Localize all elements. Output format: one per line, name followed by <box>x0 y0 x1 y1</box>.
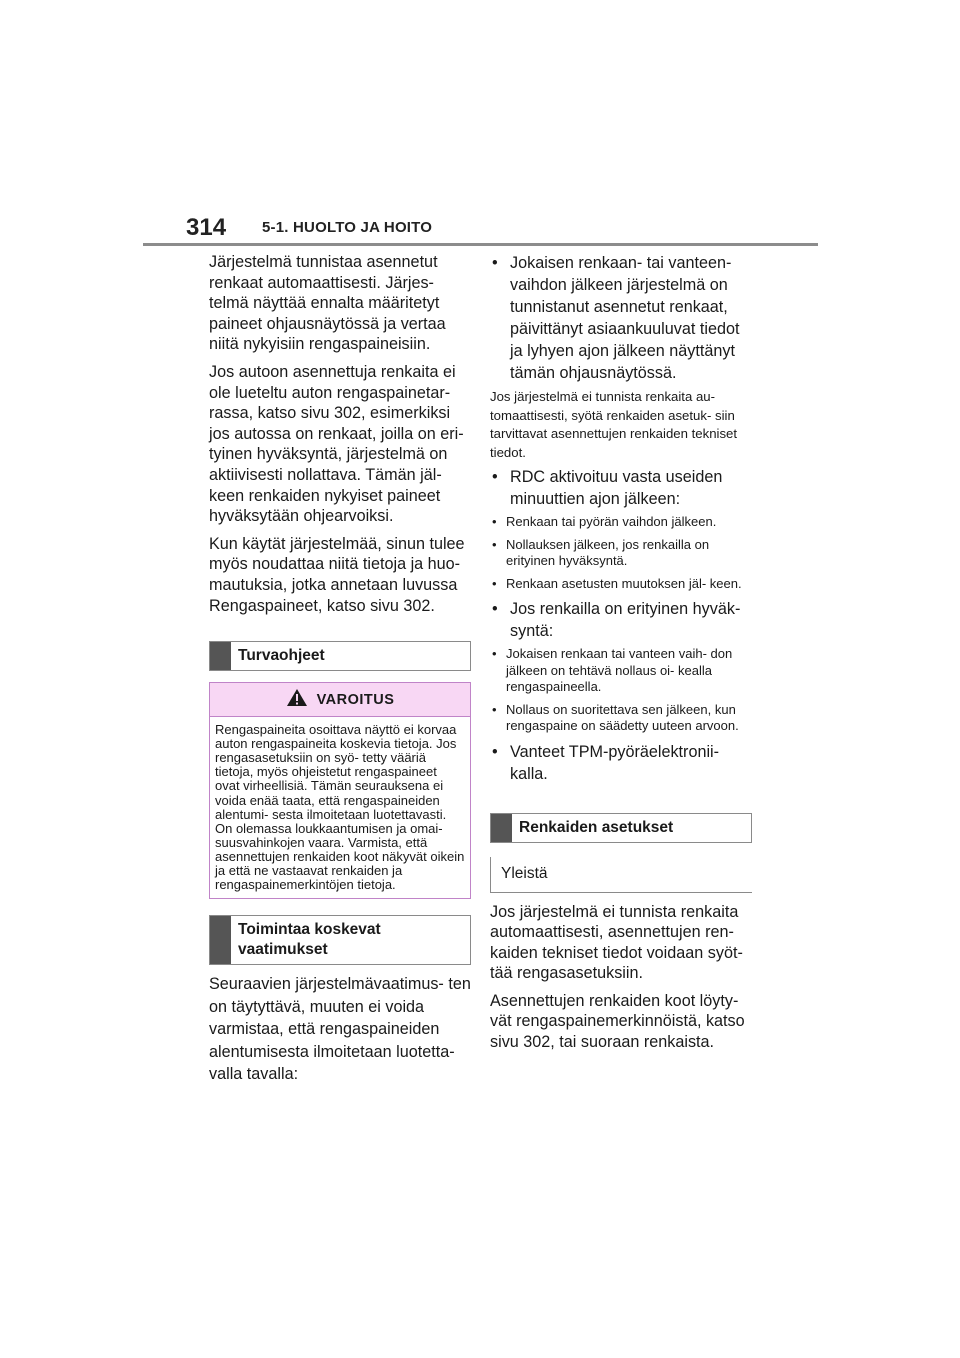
heading-marker <box>491 814 512 842</box>
sub-list-a <box>490 514 752 592</box>
tire-settings-heading-box <box>490 813 752 843</box>
list-item: • Jokaisen renkaan- tai vanteen- vaihdon jälkeen järjestelmä on tunnistanut asennetut renkaat, päivittänyt asiaankuuluvat tiedot ja lyhyen ajon jälkeen näyttänyt tämän ohjausnäytössä. <box>490 252 752 384</box>
list-item: • Vanteet TPM-pyöräelektronii- kalla. <box>490 741 752 785</box>
requirements-list-2 <box>490 466 752 510</box>
intro-paragraph: Järjestelmä tunnistaa asennetut renkaat automaattisesti. Järjes- telmä näyttää ennalta määritetyt paineet ohjausnäytössä ja vertaa niitä nykyisiin rengaspaineisiin. <box>209 253 446 354</box>
right-column <box>490 252 752 1060</box>
general-heading: Yleistä <box>501 865 548 882</box>
list-item: • Renkaan tai pyörän vaihdon jälkeen. <box>490 514 752 531</box>
requirements-paragraph: Seuraavien järjestelmävaatimus- ten on täytyttävä, muuten ei voida varmistaa, että rengaspaineiden alentumisesta ilmoitetaan luotetta- valla tavalla: <box>209 975 471 1084</box>
left-column <box>209 252 471 1093</box>
requirements-list-3 <box>490 598 752 642</box>
warning-triangle-icon <box>286 688 308 712</box>
list-item: • Jos renkailla on erityinen hyväk- syntä: <box>490 598 752 642</box>
safety-heading-box <box>209 641 471 671</box>
tire-settings-paragraph: Jos järjestelmä ei tunnista renkaita automaattisesti, asennettujen ren- kaiden tekniset tiedot voidaan syöt- tää rengasasetuksiin. <box>490 902 743 983</box>
heading-marker <box>210 642 231 670</box>
page-header <box>0 0 960 250</box>
note-paragraph: Jos järjestelmä ei tunnista renkaita au- tomaattisesti, syötä renkaiden asetuk- siin tarvittavat asennettujen renkaiden tekniset tiedot. <box>490 389 738 460</box>
tire-size-paragraph: Asennettujen renkaiden koot löyty- vät rengaspainemerkinnöistä, katso sivu 302, tai suoraan renkaista. <box>490 991 745 1052</box>
safety-heading: Turvaohjeet <box>238 647 325 665</box>
list-item: • Nollauksen jälkeen, jos renkailla on erityinen hyväksyntä. <box>490 537 752 570</box>
list-item: • Renkaan asetusten muutoksen jäl- keen. <box>490 576 752 593</box>
tire-settings-heading: Renkaiden asetukset <box>519 818 674 836</box>
requirements-list-1 <box>490 252 752 384</box>
page-number: 314 <box>186 214 227 241</box>
list-item: • RDC aktivoituu vasta useiden minuuttien ajon jälkeen: <box>490 466 752 510</box>
sub-list-b <box>490 646 752 735</box>
warning-text: Rengaspaineita osoittava näyttö ei korvaa auton rengaspaineita koskevia tietoja. Jos rengasasetuksiin on syö- tetty vääriä tietoja, myös ohjeistetut rengaspaineet ovat virheellisiä. Tämän seurauksena ei voida enää taata, että rengaspaineiden alentumi- sesta ilmoitetaan luotettavasti. On olemassa loukkaantumisen ja omai- suusvahinkojen vaara. Varmista, että asennettujen renkaiden koot näkyvät oikein ja että ne vastaavat renkaiden ja rengaspainemerkintöjen tietoja. <box>215 722 465 893</box>
warning-title: VAROITUS <box>316 691 395 708</box>
list-item: • Jokaisen renkaan tai vanteen vaih- don jälkeen on tehtävä nollaus oi- kealla rengaspaineella. <box>490 646 752 696</box>
reset-paragraph: Jos autoon asennettuja renkaita ei ole lueteltu auton rengaspainetar- rassa, katso sivu 302, esimerkiksi jos autossa on renkaat, joilla on eri- tyinen hyväksyntä, järjestelmä on aktiivisesti nollattava. Tämän jäl- keen renkaiden nykyiset paineet hyväksytään ohjearvoiksi. <box>209 362 464 526</box>
heading-marker <box>210 916 231 964</box>
warning-box <box>209 682 471 899</box>
header-divider <box>143 243 818 246</box>
requirements-heading-box <box>209 915 471 965</box>
section-title: 5-1. HUOLTO JA HOITO <box>262 219 433 236</box>
general-subheading <box>490 857 752 893</box>
requirements-heading: Toimintaa koskevat vaatimukset <box>238 921 381 959</box>
requirements-list-4 <box>490 741 752 785</box>
list-item: • Nollaus on suoritettava sen jälkeen, kun rengaspaine on säädetty uuteen arvoon. <box>490 702 752 735</box>
notes-paragraph: Kun käytät järjestelmää, sinun tulee myös noudattaa niitä tietoja ja huo- mautuksia, jotka annetaan luvussa Rengaspaineet, katso sivu 302. <box>209 534 465 615</box>
warning-header <box>210 683 470 717</box>
